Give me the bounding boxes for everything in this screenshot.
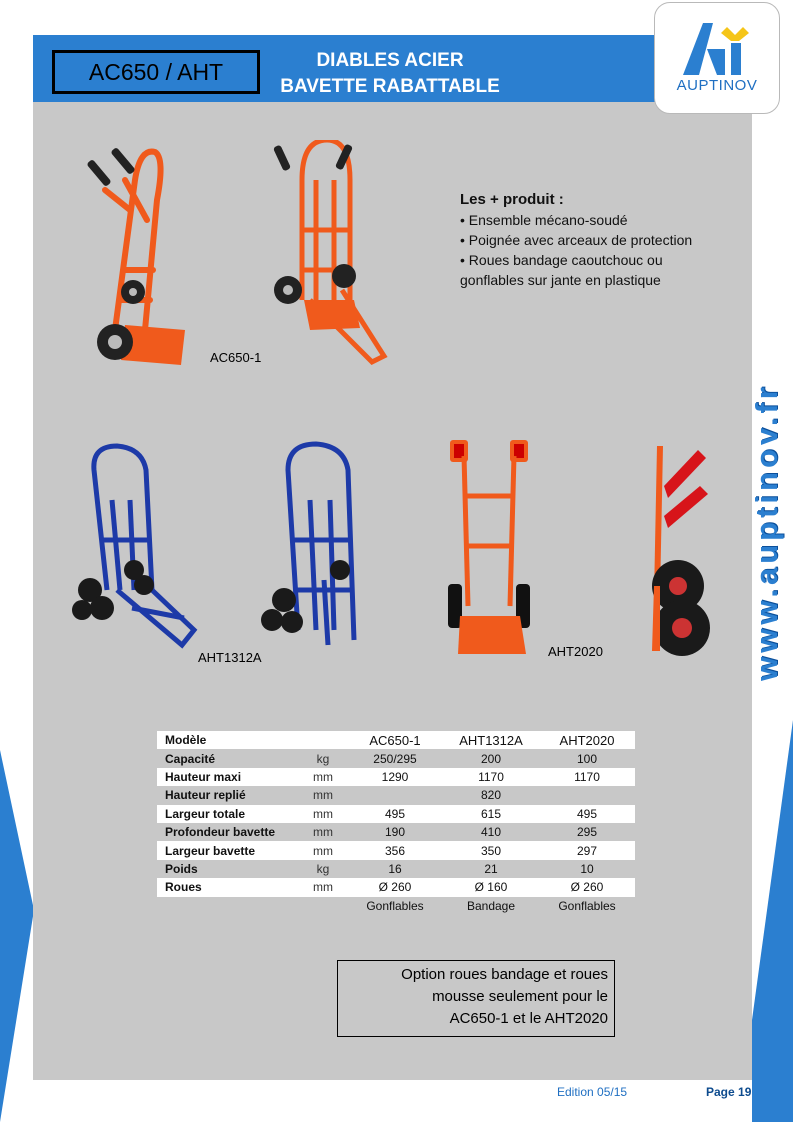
table-cell (157, 897, 299, 915)
table-cell: mm (299, 841, 347, 859)
benefit-item: • Poignée avec arceaux de protection (460, 232, 693, 248)
table-cell: Ø 160 (443, 878, 539, 896)
table-cell: Roues (157, 878, 299, 896)
table-cell: mm (313, 825, 333, 840)
table-cell (539, 786, 635, 804)
table-cell: 495 (539, 805, 635, 823)
table-cell: Largeur totale (157, 805, 299, 823)
table-cell: 820 (480, 788, 502, 803)
table-cell: 1170 (539, 768, 635, 786)
title-line-2: BAVETTE RABATTABLE (280, 76, 500, 97)
table-cell: Gonflables (366, 898, 424, 913)
trolley-aht1312a-angle-image (72, 440, 202, 660)
table-row (157, 768, 635, 786)
trolley-aht1312a-side-image (258, 440, 378, 655)
page-title (265, 48, 515, 100)
table-row (157, 786, 635, 804)
table-header-cell: AHT1312A (443, 731, 539, 749)
table-cell: kg (316, 861, 330, 876)
trolley-ac650-angle-image (85, 140, 195, 370)
table-cell: 615 (443, 805, 539, 823)
trolley-aht2020-front-image (440, 436, 540, 661)
table-cell: mm (299, 878, 347, 896)
table-row (157, 897, 635, 915)
table-cell: mm (299, 768, 347, 786)
table-row (157, 841, 635, 859)
trolley-aht2020-side-image (638, 436, 720, 661)
logo-text: AUPTINOV (676, 77, 758, 94)
table-cell: 356 (347, 841, 443, 859)
product-label-aht1312a: AHT1312A (198, 650, 262, 665)
table-row (157, 805, 635, 823)
table-cell: 100 (576, 751, 598, 766)
website-url: www.auptinov.fr (749, 383, 784, 681)
table-cell: 350 (443, 841, 539, 859)
table-cell: 190 (384, 825, 406, 840)
table-cell: Profondeur bavette (165, 825, 276, 840)
corner-decoration-right (752, 720, 793, 1122)
table-row (157, 860, 635, 878)
benefits-heading: Les + produit : (460, 191, 564, 208)
table-header-cell: Modèle (157, 731, 299, 749)
page-number: Page 19 (706, 1085, 752, 1099)
note-line-3: AC650-1 et le AHT2020 (449, 1010, 608, 1027)
table-cell: 21 (484, 861, 498, 876)
table-cell: 495 (347, 805, 443, 823)
table-cell: 295 (576, 825, 598, 840)
option-note (337, 960, 615, 1037)
product-label-aht2020: AHT2020 (548, 644, 603, 659)
table-cell: 297 (539, 841, 635, 859)
table-cell: 200 (480, 751, 502, 766)
table-header-cell: AHT2020 (539, 731, 635, 749)
table-cell: Hauteur maxi (157, 768, 299, 786)
model-code: AC650 / AHT (88, 58, 224, 85)
table-cell: mm (299, 805, 347, 823)
note-line-1: Option roues bandage et roues (401, 966, 608, 983)
table-cell: Poids (165, 861, 198, 876)
table-header-row (157, 731, 635, 749)
table-cell: 1170 (443, 768, 539, 786)
table-cell: 250/295 (373, 751, 417, 766)
trolley-ac650-folded-image (272, 140, 392, 370)
table-row (157, 823, 635, 841)
table-cell: 10 (580, 861, 594, 876)
table-cell (299, 897, 347, 915)
edition-label: Edition 05/15 (557, 1085, 628, 1099)
table-row (157, 749, 635, 767)
title-line-1: DIABLES ACIER (316, 50, 464, 71)
table-header-cell (299, 731, 347, 749)
product-benefits (460, 190, 720, 290)
note-line-2: mousse seulement pour le (432, 988, 608, 1005)
table-cell: Ø 260 (347, 878, 443, 896)
table-cell: Bandage (466, 898, 516, 913)
table-cell: Gonflables (558, 898, 616, 913)
specifications-table (157, 731, 635, 915)
logo-icon (677, 21, 757, 77)
table-cell: kg (316, 751, 330, 766)
product-label-ac650: AC650-1 (210, 350, 262, 365)
table-header-cell: AC650-1 (347, 731, 443, 749)
table-cell: Ø 260 (539, 878, 635, 896)
model-code-box (52, 50, 260, 94)
table-cell: Capacité (165, 751, 216, 766)
benefit-item: gonflables sur jante en plastique (460, 272, 661, 288)
table-cell: Largeur bavette (157, 841, 299, 859)
table-cell: 16 (388, 861, 402, 876)
table-cell (347, 786, 443, 804)
table-cell: Hauteur replié (165, 788, 246, 803)
auptinov-logo (654, 2, 780, 114)
table-row (157, 878, 635, 896)
benefit-item: • Ensemble mécano-soudé (460, 212, 628, 228)
table-cell: 1290 (347, 768, 443, 786)
table-cell: 410 (480, 825, 502, 840)
table-cell: mm (313, 788, 333, 803)
benefit-item: • Roues bandage caoutchouc ou (460, 252, 663, 268)
